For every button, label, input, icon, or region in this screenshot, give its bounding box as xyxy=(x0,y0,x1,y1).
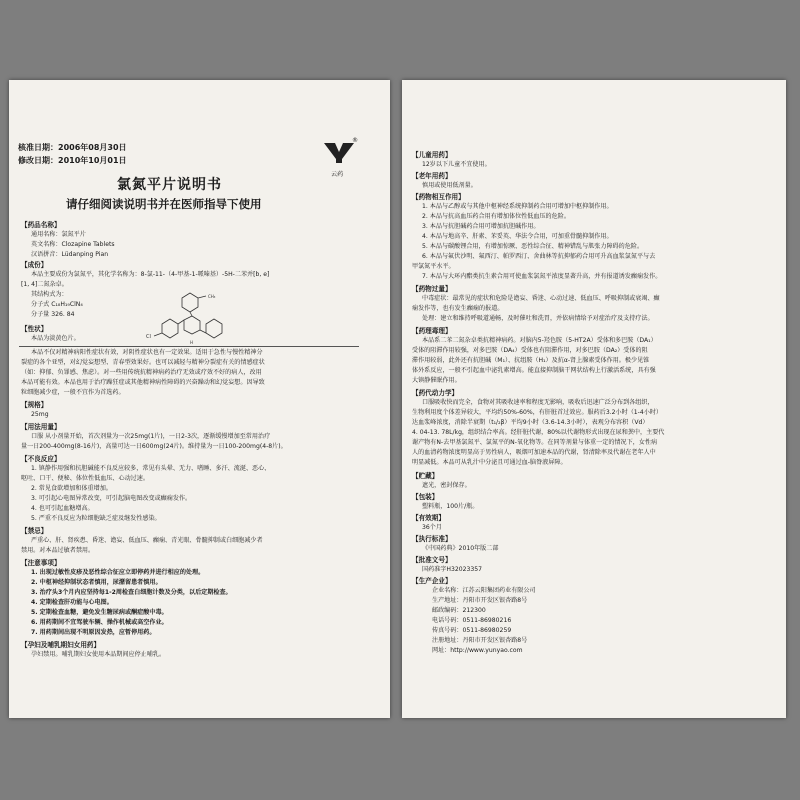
pk-line: 人的血清药物浓度明显高于男性病人，吸烟可加速本品的代谢，肾清除率及代谢在老年人中 xyxy=(412,449,656,456)
section-ingredients: 【成份】 xyxy=(21,261,48,269)
section-pharmacokinetics: 【药代动力学】 xyxy=(412,389,459,397)
specification-line: 25mg xyxy=(31,411,49,418)
drug-name-line: 英文名称：Clozapine Tablets xyxy=(31,241,115,248)
adverse-line: 2. 常见食欲增加和体重增加。 xyxy=(31,485,112,492)
pharmacology-line: 滞作用较弱，此外还有抗胆碱（M₁）、抗组胺（H₁）及抗α-肾上腺素受体作用。极少见锥 xyxy=(412,357,650,364)
section-specification: 【规格】 xyxy=(21,401,48,409)
precaution-line: 2. 中枢神经抑制状态者慎用，尿潴留患者慎用。 xyxy=(31,579,162,586)
ingredients-line: [1, 4]二氮杂卓。 xyxy=(21,281,68,288)
precaution-line: 6. 用药期间不宜驾驶车辆、操作机械或高空作业。 xyxy=(31,619,168,626)
company-logo-icon xyxy=(322,137,359,170)
dosage-line: 量一日200-400mg(8-16片)，高量可达一日600mg(24片)。维持量为一日100-200mg(4-8片)。 xyxy=(21,443,287,450)
interaction-line: 5. 本品与碳酸锂合用，有增加惊厥、恶性综合征、精神错乱与肌张力障碍的危险。 xyxy=(422,243,644,250)
section-dosage: 【用法用量】 xyxy=(21,423,61,431)
precaution-line: 4. 定期检查肝功能与心电图。 xyxy=(31,599,113,606)
contraindication-line: 禁用。对本品过敏者禁用。 xyxy=(21,547,95,554)
interaction-line: 3. 本品与抗胆碱药合用可增加抗胆碱作用。 xyxy=(422,223,540,230)
left-page xyxy=(9,80,390,718)
molecular-weight: 分子量 326. 84 xyxy=(31,311,75,318)
package-line: 塑料瓶，100片/瓶。 xyxy=(422,503,479,510)
manufacturer-line: 电话号码：0511-86980216 xyxy=(432,617,512,624)
manufacturer-line: 邮政编码：212300 xyxy=(432,607,486,614)
approval-date: 核准日期：2006年08月30日 xyxy=(18,143,127,152)
overdose-line: 处理：建立和维持呼吸道通畅，及时催吐和洗胃，并依病情给予对症治疗及支持疗法。 xyxy=(422,315,654,322)
pk-line: 4. 04-13. 78L/kg，组织结合率高。经肝脏代谢，80%以代谢物形式出现在尿和粪中，主要代 xyxy=(412,429,665,436)
section-approval: 【批准文号】 xyxy=(412,556,452,564)
revision-date: 修改日期：2010年10月01日 xyxy=(18,156,127,165)
precaution-line: 7. 用药期间出现不明原因发热，应暂停用药。 xyxy=(31,629,156,636)
section-overdose: 【药物过量】 xyxy=(412,285,452,293)
pk-line: 谢产物有N-去甲基氯氮平、氯氮平的N-氧化物等。在同等剂量与体重一定的情况下，女性病 xyxy=(412,439,658,446)
interaction-line: 1. 本品与乙醇或与其他中枢神经系统抑制药合用可增加中枢抑制作用。 xyxy=(422,203,613,210)
pharmacology-line: 大镇静催眠作用。 xyxy=(412,377,461,384)
svg-text:CH₃: CH₃ xyxy=(208,294,216,299)
interaction-line: 6. 本品与氟伏沙明、氟西汀、帕罗西汀、舍曲林等抗抑郁药合用可升高血浆氯氮平与去 xyxy=(422,253,656,260)
manufacturer-line: 传真号码：0511-86980259 xyxy=(432,627,512,634)
section-validity: 【有效期】 xyxy=(412,514,445,522)
pharmacology-line: 本品系二苯二氮杂卓类抗精神病药。对脑内5-羟色胺（5-HT2A）受体和多巴胺（DA₁） xyxy=(422,337,657,344)
indications-line: 本品不仅对精神病阳性症状有效，对阴性症状也有一定效果。适用于急性与慢性精神分 xyxy=(31,349,263,356)
approval-line: 国药准字H32023357 xyxy=(422,566,482,573)
interaction-line: 7. 本品与大环内酯类抗生素合用可使血浆氯氮平浓度显著升高，并有报道诱发癫痫发作。 xyxy=(422,273,662,280)
section-interactions: 【药物相互作用】 xyxy=(412,193,465,201)
document-title: 氯氮平片说明书 xyxy=(117,177,222,193)
pharmacology-line: 体外系反应，一般不引起血中泌乳素增高。能直接抑制脑干网状结构上行激活系统，具有强 xyxy=(412,367,656,374)
section-package: 【包装】 xyxy=(412,493,439,501)
section-children: 【儿童用药】 xyxy=(412,151,452,159)
logo-registered-mark: ® xyxy=(352,137,359,144)
adverse-line: 4. 也可引起血糖增高。 xyxy=(31,505,94,512)
svg-text:H: H xyxy=(190,340,194,345)
pk-line: 达血浆峰浓度，消除半衰期（t₁/₂β）平均9小时（3.6-14.3小时），表观分布容积（Vd） xyxy=(412,419,649,426)
section-pharmacology: 【药理毒理】 xyxy=(412,327,452,335)
contraindication-line: 严重心、肝、肾疾患、昏迷、谵妄、低血压、癫痫、青光眼、骨髓抑制或白细胞减少者 xyxy=(31,537,263,544)
section-drug-name: 【药品名称】 xyxy=(21,221,61,229)
interaction-line: 2. 本品与抗高血压药合用有增加体位性低血压的危险。 xyxy=(422,213,570,220)
adverse-line: 1. 镇静作用强和抗胆碱能不良反应较多，常见有头晕、无力、嗜睡、多汗、流涎、恶心、 xyxy=(31,465,271,472)
drug-name-line: 通用名称：氯氮平片 xyxy=(31,231,86,238)
section-pregnancy: 【孕妇及哺乳期妇女用药】 xyxy=(21,641,101,649)
right-page xyxy=(402,80,786,718)
interaction-line: 甲氯氮平水平。 xyxy=(412,263,455,270)
precaution-line: 3. 治疗头3个月内应坚持每1-2周检查白细胞计数及分类，以后定期检查。 xyxy=(31,589,232,596)
logo-text: 云药 xyxy=(331,171,344,178)
dosage-line: 口服 从小剂量开始，首次剂量为一次25mg(1片)，一日2-3次，逐渐缓慢增加至常用治疗 xyxy=(31,433,271,440)
ingredients-line: 其结构式为： xyxy=(31,291,68,298)
pk-line: 明显减低。本品可从乳汁中分泌且可通过血-脑脊液屏障。 xyxy=(412,459,567,466)
validity-line: 36个月 xyxy=(422,524,442,531)
overdose-line: 中毒症状：最常见的症状和危险是谵妄、昏迷、心动过速、低血压、呼吸抑制或衰竭、癫 xyxy=(422,295,660,302)
appearance-line: 本品为淡黄色片。 xyxy=(31,335,80,342)
precaution-line: 5. 定期检查血糖，避免发生糖尿病或酮症酸中毒。 xyxy=(31,609,168,616)
pk-line: 生物利用度个体差异较大，平均约50%-60%，有肝脏首过效应。服药后3.2小时（1-4小时） xyxy=(412,409,663,416)
section-adverse: 【不良反应】 xyxy=(21,455,61,463)
section-appearance: 【性状】 xyxy=(21,325,48,333)
ingredients-line: 本品主要成份为氯氮平，其化学名称为：8-氯-11-（4-甲基-1-哌嗪基）-5H-二苯并[b, e] xyxy=(31,271,270,278)
pk-line: 口服吸收快而完全，食物对其吸收速率和程度无影响，吸收后迅速广泛分布到各组织， xyxy=(422,399,654,406)
precaution-line: 1. 出现过敏性皮疹及恶性综合征应立即停药并进行相应的处理。 xyxy=(31,569,205,576)
interaction-line: 4. 本品与地高辛、肝素、苯妥英、华法令合用，可加重骨髓抑制作用。 xyxy=(422,233,613,240)
pregnancy-line: 孕妇禁用。哺乳期妇女使用本品期间应停止哺乳。 xyxy=(31,651,166,658)
adverse-line: 5. 严重不良反应为粒细胞缺乏症及继发性感染。 xyxy=(31,515,161,522)
pharmacology-line: 受体的阻滞作用较强，对多巴胺（DA₄）受体也有阻滞作用，对多巴胺（DA₂）受体的阻 xyxy=(412,347,648,354)
manufacturer-line: 网址：http://www.yunyao.com xyxy=(432,647,523,654)
elderly-line: 慎用或使用低剂量。 xyxy=(422,182,477,189)
section-storage: 【贮藏】 xyxy=(412,472,439,480)
manufacturer-line: 注册地址：丹阳市开发区银杏路8号 xyxy=(432,637,528,644)
manufacturer-line: 企业名称：江苏云阳集团药业有限公司 xyxy=(432,587,536,594)
indications-line: （如：抑郁、负罪感、焦虑）。对一些用传统抗精神病药治疗无效或疗效不好的病人，改用 xyxy=(21,369,262,376)
section-precautions: 【注意事项】 xyxy=(21,559,61,567)
indications-line: 粒细胞减少症，一般不宜作为首选药。 xyxy=(21,389,125,396)
section-standard: 【执行标准】 xyxy=(412,535,452,543)
adverse-line: 3. 可引起心电图异常改变，可引起脑电图改变或癫痫发作。 xyxy=(31,495,192,502)
section-manufacturer: 【生产企业】 xyxy=(412,577,452,585)
children-line: 12岁以下儿童不宜使用。 xyxy=(422,161,491,168)
standard-line: 《中国药典》2010年版二部 xyxy=(422,545,499,552)
section-contraindications: 【禁忌】 xyxy=(21,527,48,535)
svg-text:Cl: Cl xyxy=(146,334,151,340)
drug-name-line: 汉语拼音：Lüdanping Pian xyxy=(31,251,109,258)
divider xyxy=(19,346,359,347)
indications-line: 裂症的各个亚型，对幻觉妄想型、青春型效果好。也可以减轻与精神分裂症有关的情感症状 xyxy=(21,359,265,366)
adverse-line: 呕吐、口干、便秘、体位性低血压、心动过速。 xyxy=(21,475,149,482)
chemical-structure-icon xyxy=(144,288,234,348)
usage-warning: 请仔细阅读说明书并在医师指导下使用 xyxy=(66,197,262,211)
overdose-line: 痫发作等，也有发生癫痫的报道。 xyxy=(412,305,504,312)
indications-line: 本品可能有效。本品也用于治疗躁狂症或其他精神病性障碍的兴奋躁动和幻觉妄想。因导致 xyxy=(21,379,265,386)
molecular-formula: 分子式 C₁₈H₁₉ClN₄ xyxy=(31,301,83,308)
storage-line: 遮光，密封保存。 xyxy=(422,482,471,489)
section-elderly: 【老年用药】 xyxy=(412,172,452,180)
manufacturer-line: 生产地址：丹阳市开发区银杏路8号 xyxy=(432,597,528,604)
